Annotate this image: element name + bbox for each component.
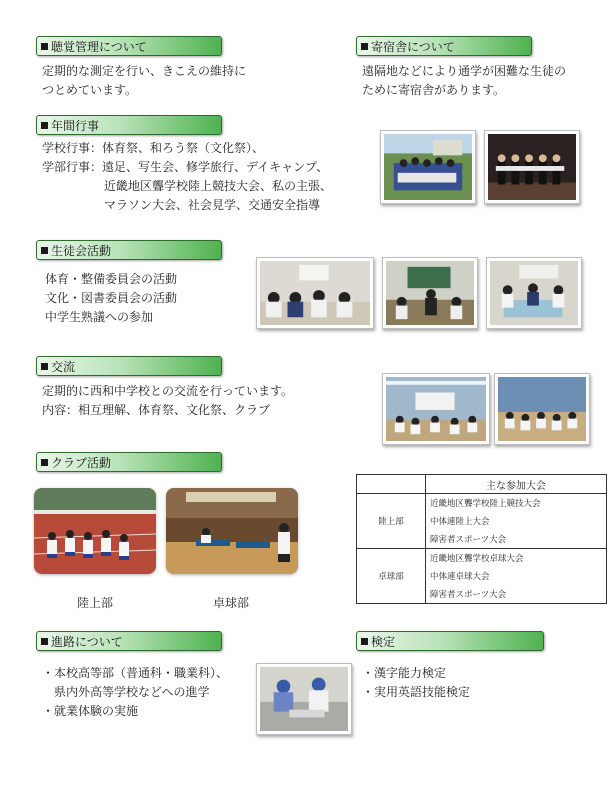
- caption-track: 陸上部: [77, 596, 114, 610]
- section-header-club: [36, 452, 222, 472]
- section-title: 年間行事: [51, 119, 100, 133]
- photo-exchange-1: [382, 373, 490, 445]
- section-header-exchange: [36, 356, 222, 376]
- table-cell: 近畿地区聾学校卓球大会: [426, 549, 607, 568]
- text-line: ・本校高等部（普通科・職業科）、: [42, 666, 229, 680]
- photo-exchange-2: [494, 373, 590, 445]
- photo-image: [490, 261, 578, 325]
- text-line: ・就業体験の実施: [42, 704, 139, 718]
- text-line: 定期的に西和中学校との交流を行っています。: [42, 384, 294, 398]
- section-title: 聴覚管理について: [51, 40, 147, 54]
- text-line: 学部行事：遠足、写生会、修学旅行、デイキャンプ、: [42, 160, 329, 174]
- dorm-text: [362, 62, 566, 100]
- table-corner: [357, 475, 426, 494]
- text-line: 県内外高等学校などへの進学: [54, 685, 210, 699]
- text-line: 遠隔地などにより通学が困難な生徒の: [362, 64, 567, 78]
- section-title: クラブ活動: [51, 456, 112, 470]
- section-title: 進路について: [51, 635, 123, 649]
- section-title: 検定: [371, 635, 396, 649]
- photo-image: [384, 134, 472, 200]
- section-title: 生徒会活動: [51, 244, 112, 258]
- exam-text: [362, 664, 470, 702]
- section-header-council: [36, 240, 222, 260]
- photo-club-tabletennis: [166, 488, 298, 574]
- photo-council-1: [256, 257, 374, 329]
- text-line: 体育・整備委員会の活動: [45, 272, 178, 286]
- text-line: 定期的な測定を行い、きこえの維持に: [42, 64, 247, 78]
- text-line: ・実用英語技能検定: [362, 685, 471, 699]
- section-header-annual: [36, 115, 222, 135]
- table-category: 陸上部: [357, 494, 426, 549]
- table-cell: 中体連卓球大会: [426, 567, 607, 585]
- photo-image: [386, 377, 486, 441]
- caption-tabletennis: 卓球部: [213, 596, 250, 610]
- photo-career: [256, 663, 352, 735]
- photo-annual-stage: [484, 130, 580, 204]
- photo-annual-outdoor: [380, 130, 476, 204]
- photo-image: [386, 261, 474, 325]
- section-header-career: [36, 631, 222, 651]
- section-header-exam: [356, 631, 544, 651]
- council-text: [45, 270, 177, 327]
- text-line: ために寄宿舎があります。: [362, 83, 506, 97]
- text-line: マラソン大会、社会見学、交通安全指導: [104, 198, 321, 212]
- text-line: 学校行事：体育祭、和ろう祭（文化祭）、: [42, 141, 265, 155]
- annual-text: [42, 139, 332, 215]
- text-line: 中学生熟議への参加: [45, 310, 154, 324]
- hearing-text: [42, 62, 246, 100]
- section-title: 寄宿舎について: [371, 40, 455, 54]
- photo-image: [34, 488, 156, 574]
- photo-council-2: [382, 257, 478, 329]
- text-line: 内容：相互理解、体育祭、文化祭、クラブ: [42, 403, 271, 417]
- photo-club-track: [34, 488, 156, 574]
- section-title: 交流: [51, 360, 76, 374]
- table-cell: 近畿地区聾学校陸上競技大会: [426, 494, 607, 513]
- text-line: 文化・図書委員会の活動: [45, 291, 178, 305]
- table-header: 主な参加大会: [426, 475, 607, 494]
- text-line: 近畿地区聾学校陸上競技大会、私の主張、: [104, 179, 333, 193]
- photo-image: [260, 261, 370, 325]
- text-line: つとめています。: [42, 83, 138, 97]
- photo-council-3: [486, 257, 582, 329]
- table-cell: 中体連陸上大会: [426, 512, 607, 530]
- table-cell: 障害者スポーツ大会: [426, 585, 607, 604]
- photo-image: [488, 134, 576, 200]
- section-header-hearing: [36, 36, 222, 56]
- table-cell: 障害者スポーツ大会: [426, 530, 607, 549]
- section-header-dorm: [356, 36, 532, 56]
- photo-image: [260, 667, 348, 731]
- text-line: ・漢字能力検定: [362, 666, 447, 680]
- photo-image: [498, 377, 586, 441]
- table-category: 卓球部: [357, 549, 426, 604]
- career-text: [42, 664, 228, 721]
- tournament-table: [356, 474, 607, 604]
- photo-image: [166, 488, 298, 574]
- exchange-text: [42, 382, 293, 420]
